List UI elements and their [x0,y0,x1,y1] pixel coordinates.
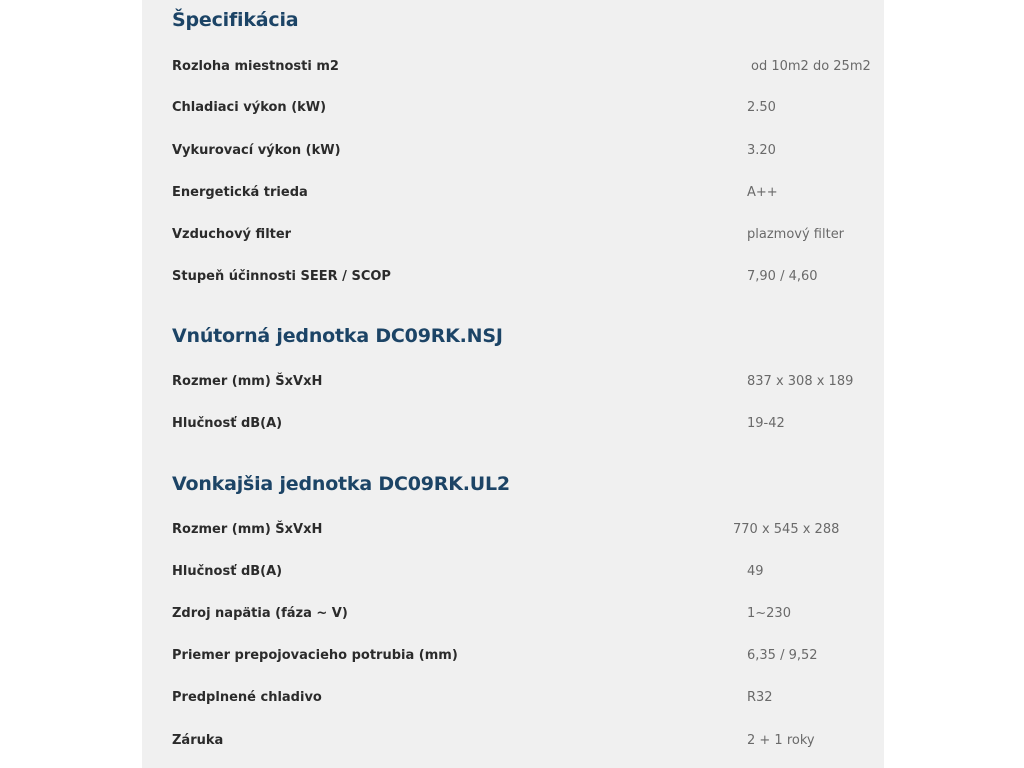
spec-value: 837 x 308 x 189 [747,374,854,389]
spec-label: Rozmer (mm) ŠxVxH [172,374,323,389]
spec-label: Rozmer (mm) ŠxVxH [172,522,323,537]
spec-row-room-area [142,57,884,77]
spec-row-pipe-diameter [142,646,884,666]
spec-row-outdoor-dimensions [142,520,884,540]
spec-value: 49 [747,564,764,579]
spec-value: 2 + 1 roky [747,733,815,748]
spec-value: 3.20 [747,143,776,158]
spec-row-indoor-noise [142,414,884,434]
spec-label: Predplnené chladivo [172,690,322,705]
spec-row-refrigerant [142,688,884,708]
spec-row-energy-class [142,183,884,203]
spec-label: Záruka [172,733,224,748]
spec-label: Rozloha miestnosti m2 [172,59,339,74]
spec-value: 7,90 / 4,60 [747,269,818,284]
section-title-specifikacia: Špecifikácia [172,9,299,31]
spec-label: Hlučnosť dB(A) [172,564,283,579]
spec-row-warranty [142,731,884,751]
spec-value: 19-42 [747,416,785,431]
spec-value: A++ [747,185,778,200]
spec-label: Vzduchový filter [172,227,292,242]
spec-label: Zdroj napätia (fáza ~ V) [172,606,348,621]
spec-row-heating-power [142,141,884,161]
spec-row-air-filter [142,225,884,245]
spec-label: Chladiaci výkon (kW) [172,100,327,115]
spec-row-voltage [142,604,884,624]
spec-value: plazmový filter [747,227,845,242]
spec-row-outdoor-noise [142,562,884,582]
spec-value: od 10m2 do 25m2 [751,59,871,74]
spec-value: 1~230 [747,606,791,621]
spec-label: Vykurovací výkon (kW) [172,143,341,158]
specification-panel [142,0,884,768]
spec-value: 6,35 / 9,52 [747,648,818,663]
spec-label: Energetická trieda [172,185,308,200]
spec-row-seer-scop [142,267,884,287]
spec-value: 2.50 [747,100,776,115]
section-title-indoor-unit: Vnútorná jednotka DC09RK.NSJ [172,325,503,347]
spec-label: Hlučnosť dB(A) [172,416,283,431]
spec-label: Stupeň účinnosti SEER / SCOP [172,269,391,284]
spec-label: Priemer prepojovacieho potrubia (mm) [172,648,458,663]
section-title-outdoor-unit: Vonkajšia jednotka DC09RK.UL2 [172,473,510,495]
spec-row-cooling-power [142,98,884,118]
spec-value: R32 [747,690,773,705]
spec-value: 770 x 545 x 288 [733,522,840,537]
spec-row-indoor-dimensions [142,372,884,392]
